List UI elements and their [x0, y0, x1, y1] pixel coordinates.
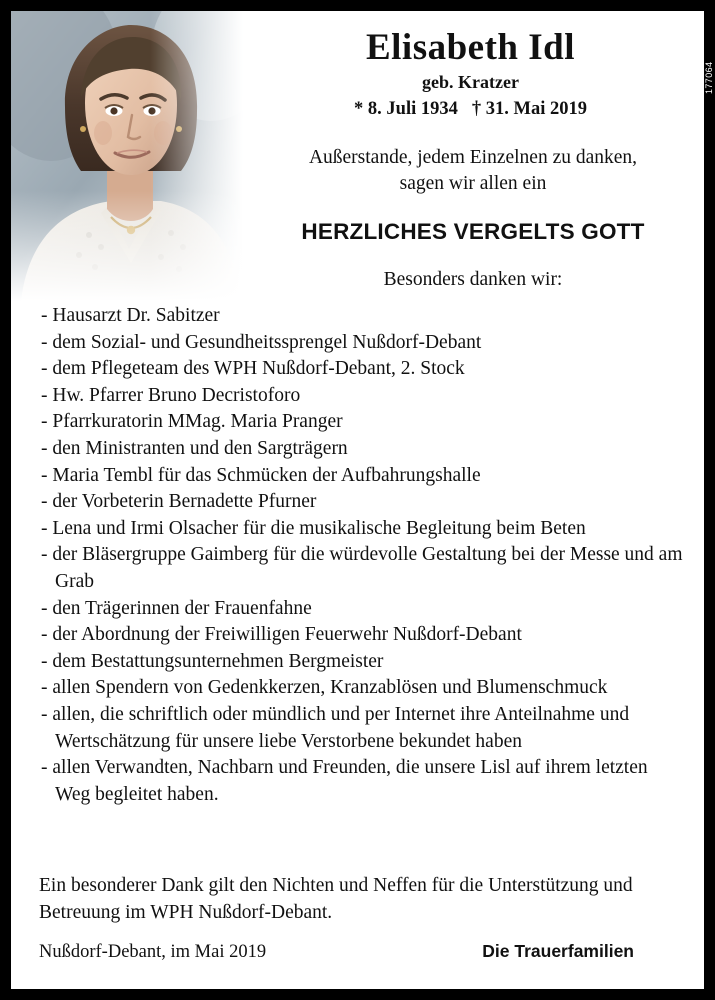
- thanks-list: [41, 303, 686, 808]
- list-item: - der Abordnung der Freiwilligen Feuerwehr Nußdorf-Debant: [41, 624, 522, 646]
- closing-paragraph: Ein besonderer Dank gilt den Nichten und Neffen für die Unterstützung und Betreuung im WPH Nußdorf-Debant.: [39, 875, 633, 923]
- list-item: - der Bläsergruppe Gaimberg für die würdevolle Gestaltung bei der Messe und am Grab: [41, 544, 683, 592]
- intro-line-1: Außerstande, jedem Einzelnen zu danken,: [308, 147, 638, 168]
- list-item: - Hw. Pfarrer Bruno Decristoforo: [41, 384, 301, 406]
- portrait-photo: [11, 11, 243, 301]
- notice-header: [243, 27, 698, 120]
- notice-inner-panel: [11, 11, 704, 989]
- birth-date: * 8. Juli 1934: [354, 99, 458, 119]
- place-and-date: Nußdorf-Debant, im Mai 2019: [39, 942, 267, 962]
- notice-reference-code: 177064: [704, 61, 714, 94]
- thanks-lead-in: Besonders danken wir:: [383, 269, 563, 290]
- list-item: - den Trägerinnen der Frauenfahne: [41, 597, 312, 619]
- intro-text: [243, 145, 703, 197]
- maiden-name: geb. Kratzer: [422, 72, 519, 92]
- list-item: - der Vorbeterin Bernadette Pfurner: [41, 491, 317, 513]
- list-item: - den Ministranten und den Sargträgern: [41, 437, 348, 459]
- life-dates: [243, 98, 698, 120]
- list-item: - dem Sozial- und Gesundheitssprengel Nußdorf-Debant: [41, 331, 482, 353]
- list-item: - dem Pflegeteam des WPH Nußdorf-Debant, 2. Stock: [41, 358, 465, 380]
- notice-footer: [39, 941, 682, 963]
- list-item: - allen, die schriftlich oder mündlich und per Internet ihre Anteilnahme und Wertschätzung für unsere liebe Verstorbene bekundet haben: [41, 703, 630, 752]
- death-date: † 31. Mai 2019: [471, 99, 587, 119]
- list-item: - Lena und Irmi Olsacher für die musikalische Begleitung beim Beten: [41, 517, 586, 539]
- list-item: - Maria Tembl für das Schmücken der Aufbahrungshalle: [41, 464, 481, 486]
- list-item: - allen Spendern von Gedenkkerzen, Kranzablösen und Blumenschmuck: [41, 677, 608, 699]
- intro-line-2: sagen wir allen ein: [399, 173, 547, 194]
- mourning-family: Die Trauerfamilien: [482, 941, 634, 961]
- list-item: - allen Verwandten, Nachbarn und Freunden, die unsere Lisl auf ihrem letzten Weg begleitet haben.: [41, 757, 648, 805]
- thanks-headline: HERZLICHES VERGELTS GOTT: [301, 219, 645, 244]
- list-item: - Pfarrkuratorin MMag. Maria Pranger: [41, 411, 343, 433]
- list-item: - dem Bestattungsunternehmen Bergmeister: [41, 650, 384, 672]
- deceased-name: Elisabeth Idl: [365, 27, 576, 68]
- list-item: - Hausarzt Dr. Sabitzer: [41, 305, 220, 326]
